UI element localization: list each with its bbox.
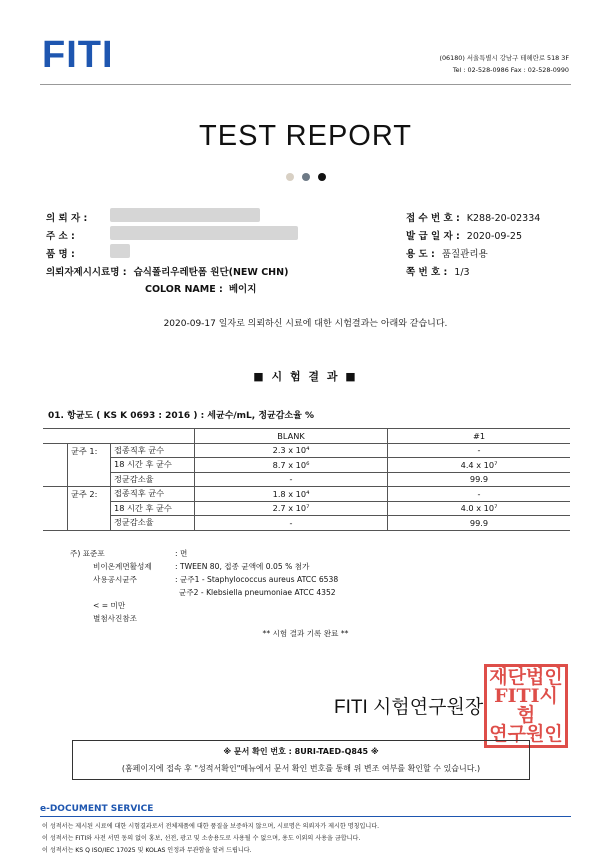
header-divider <box>40 84 571 85</box>
table-row <box>43 472 570 487</box>
note-fabric-label: 주) 표준포 <box>70 549 105 558</box>
section-title: ■ 시 험 결 과 ■ <box>253 370 358 383</box>
address-row <box>46 228 75 242</box>
end-of-results: ** 시험 결과 기록 완료 ** <box>262 629 349 638</box>
receipt-value: K288-20-02334 <box>466 213 541 224</box>
fiti-logo: FITI <box>42 34 114 76</box>
client-label: 의 뢰 자 : <box>46 213 88 224</box>
redacted-product <box>110 244 130 258</box>
use-row <box>406 246 488 260</box>
s2-initial-blank: 1.8 x 10⁴ <box>195 487 388 502</box>
issue-label: 발 급 일 자 : <box>406 231 460 242</box>
table-row <box>43 487 570 502</box>
s1-18h-1: 4.4 x 10⁷ <box>388 458 571 473</box>
note-surfactant-value: : TWEEN 80, 접종 균액에 0.05 % 첨가 <box>175 562 310 571</box>
s2-red-blank: - <box>195 516 388 531</box>
footer-line-3: 이 성적서는 KS Q ISO/IEC 17025 및 KOLAS 인정과 무관함을 알려 드립니다. <box>42 847 252 854</box>
results-table <box>43 428 570 531</box>
col-blank: BLANK <box>195 429 388 444</box>
doc-check-number: ※ 문서 확인 번호 : 8URI-TAED-Q845 ※ <box>223 747 379 756</box>
table-spacer <box>43 443 68 487</box>
color-value: 베이지 <box>228 284 257 295</box>
footer-divider <box>40 816 571 817</box>
signature: FITI 시험연구원장 <box>334 697 484 718</box>
row-18h: 18 시간 후 균수 <box>111 501 195 516</box>
s2-18h-blank: 2.7 x 10⁷ <box>195 501 388 516</box>
s1-initial-1: - <box>388 443 571 458</box>
color-row <box>145 281 256 295</box>
s1-initial-blank: 2.3 x 10⁴ <box>195 443 388 458</box>
dot-beige <box>286 173 294 181</box>
s1-red-1: 99.9 <box>388 472 571 487</box>
issue-value: 2020-09-25 <box>466 231 522 242</box>
row-initial: 접종직후 균수 <box>111 487 195 502</box>
note-fabric-value: : 면 <box>175 549 188 558</box>
report-title: TEST REPORT <box>199 120 412 152</box>
page-row <box>406 264 470 278</box>
table-row <box>43 516 570 531</box>
footer-line-2: 이 성적서는 FITI와 사전 서면 동의 없이 홍보, 선전, 광고 및 소송용도로 사용될 수 없으며, 용도 이외의 사용을 금합니다. <box>42 835 361 842</box>
sample-value: 습식폴리우레탄폼 원단(NEW CHN) <box>133 267 289 278</box>
strain1-label: 균주 1: <box>68 443 111 487</box>
table-header-row <box>43 429 570 444</box>
note-surfactant-label: 비이온계면활성제 <box>93 562 152 571</box>
s2-18h-1: 4.0 x 10⁷ <box>388 501 571 516</box>
table-spacer <box>43 487 68 531</box>
strain2-label: 균주 2: <box>68 487 111 531</box>
intro-text: 2020-09-17 일자로 의뢰하신 시료에 대한 시험결과는 아래와 같습니다. <box>163 319 448 329</box>
issue-row <box>406 228 522 242</box>
product-row <box>46 246 75 260</box>
s2-initial-1: - <box>388 487 571 502</box>
table-row <box>43 443 570 458</box>
table-corner <box>43 429 195 444</box>
header-address <box>440 52 570 76</box>
note-photo: 별첨사진참조 <box>93 614 138 623</box>
receipt-label: 접 수 번 호 : <box>406 213 460 224</box>
doc-check-instruction: (홈페이지에 접속 후 "성적서확인"메뉴에서 문서 확인 번호를 통해 위 변조 여부를 확인할 수 있습니다.) <box>121 764 481 773</box>
color-label: COLOR NAME : <box>145 284 223 295</box>
receipt-row <box>406 210 540 224</box>
method-title: 01. 항균도 ( KS K 0693 : 2016 ) : 세균수/mL, 정균감소율 % <box>48 411 314 421</box>
note-strain-label: 사용공시균주 <box>93 575 138 584</box>
row-reduction: 정균감소율 <box>111 472 195 487</box>
table-row <box>43 501 570 516</box>
note-strain1: : 균주1 - Staphylococcus aureus ATCC 6538 <box>175 575 339 584</box>
client-row <box>46 210 87 224</box>
address-label: 주 소 : <box>46 231 75 242</box>
redacted-address <box>110 226 298 240</box>
row-18h: 18 시간 후 균수 <box>111 458 195 473</box>
note-strain2: 균주2 - Klebsiella pneumoniae ATCC 4352 <box>179 588 336 597</box>
dot-black <box>318 173 326 181</box>
row-initial: 접종직후 균수 <box>111 443 195 458</box>
row-reduction: 정균감소율 <box>111 516 195 531</box>
official-seal: 재단법인 FITI시험 연구원인 <box>484 664 568 748</box>
contact-line: Tel : 02-528-0986 Fax : 02-528-0990 <box>452 66 569 74</box>
e-document-service-title: e-DOCUMENT SERVICE <box>40 804 154 814</box>
sample-row <box>46 264 288 278</box>
use-label: 용 도 : <box>406 249 435 260</box>
s1-18h-blank: 8.7 x 10⁶ <box>195 458 388 473</box>
use-value: 품질관리용 <box>441 249 488 260</box>
s1-red-blank: - <box>195 472 388 487</box>
footer-line-1: 이 성적서는 제시된 시료에 대한 시험결과로서 전체제품에 대한 품질을 보증하지 않으며, 시료명은 의뢰자가 제시한 명칭입니다. <box>42 823 380 830</box>
page-value: 1/3 <box>454 267 470 278</box>
redacted-client <box>110 208 260 222</box>
s2-red-1: 99.9 <box>388 516 571 531</box>
dot-gray <box>302 173 310 181</box>
document-check-box <box>72 740 530 780</box>
sample-label: 의뢰자제시시료명 : <box>46 267 127 278</box>
col-1: #1 <box>388 429 571 444</box>
page-label: 쪽 번 호 : <box>406 267 448 278</box>
note-less-than: < = 미만 <box>93 601 126 610</box>
title-dots <box>0 173 611 181</box>
table-row <box>43 458 570 473</box>
address-line: (06180) 서울특별시 강남구 테헤란로 518 3F <box>439 54 569 62</box>
product-label: 품 명 : <box>46 249 75 260</box>
